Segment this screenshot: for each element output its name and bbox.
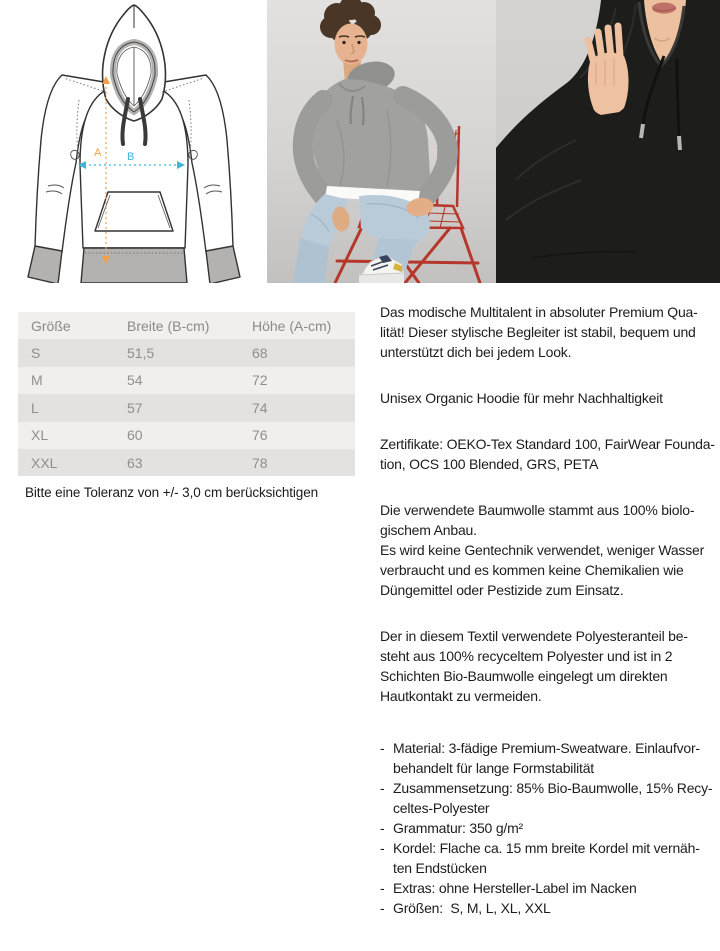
spec-item-text: Zusammensetzung: 85% Bio-Baumwolle, 15% Recy- celtes-Polyester: [393, 780, 713, 816]
spec-item-text: Extras: ohne Hersteller-Label im Nacken: [393, 880, 637, 896]
table-cell-hoehe: 76: [252, 427, 268, 444]
table-cell-size: XL: [31, 427, 49, 444]
photo-male-model-grey-hoodie[interactable]: [267, 0, 496, 283]
spec-item: [380, 778, 718, 818]
hoodie-measurement-diagram[interactable]: [0, 0, 267, 283]
table-cell-breite: 51,5: [127, 345, 155, 362]
table-cell-hoehe: 72: [252, 372, 268, 389]
bullet-dash: -: [380, 820, 385, 836]
description-paragraph: Die verwendete Baumwolle stammt aus 100% biolo- gischem Anbau. Es wird keine Gentechnik verwendet, weniger Wasser verbraucht und es kommen keine Chemikalien wie Düngemittel oder Pestizide zum Einsatz.: [380, 502, 705, 598]
bullet-dash: -: [380, 880, 385, 896]
table-row-s: [18, 339, 355, 366]
female-model-illustration: [496, 0, 720, 283]
spec-item: [380, 878, 718, 898]
spec-item-text: Material: 3-fädige Premium-Sweatware. Einlaufvor- behandelt für lange Formstabilität: [393, 740, 700, 776]
spec-item: [380, 838, 718, 878]
product-gallery: [0, 0, 720, 283]
table-cell-size: XXL: [31, 454, 58, 471]
label-a: A: [94, 147, 102, 159]
product-description: [380, 302, 718, 918]
table-cell-breite: 54: [127, 372, 143, 389]
table-cell-breite: 60: [127, 427, 143, 444]
spec-item: [380, 738, 718, 778]
table-cell-size: M: [31, 372, 43, 389]
bullet-dash: -: [380, 840, 385, 856]
table-row-xxl: [18, 449, 355, 476]
size-table-header-cell: Größe: [31, 317, 71, 334]
description-paragraph: Das modische Multitalent in absoluter Premium Qua- lität! Dieser stylische Begleiter ist stabil, bequem und unterstützt dich bei jedem Look.: [380, 304, 698, 360]
tolerance-note: Bitte eine Toleranz von +/- 3,0 cm berücksichtigen: [25, 485, 319, 500]
table-cell-hoehe: 74: [252, 399, 268, 416]
table-cell-breite: 57: [127, 399, 143, 416]
table-cell-size: S: [31, 345, 41, 362]
description-paragraphs: [380, 302, 718, 706]
size-table: [18, 312, 355, 476]
spec-item-text: Größen: S, M, L, XL, XXL: [393, 900, 551, 916]
spec-item: [380, 818, 718, 838]
spec-item-text: Grammatur: 350 g/m²: [393, 820, 524, 836]
description-paragraph: Zertifikate: OEKO-Tex Standard 100, FairWear Founda- tion, OCS 100 Blended, GRS, PETA: [380, 436, 715, 472]
description-paragraph: Der in diesem Textil verwendete Polyesteranteil be- steht aus 100% recyceltem Polyester und ist in 2 Schichten Bio-Baumwolle eingelegt um direkten Hautkontakt zu vermeiden.: [380, 628, 688, 704]
label-b: B: [127, 151, 135, 163]
table-cell-hoehe: 68: [252, 345, 268, 362]
bullet-dash: -: [380, 740, 385, 756]
size-table-header-cell: Höhe (A-cm): [252, 317, 332, 334]
spec-list: [380, 738, 718, 918]
size-table-body: [18, 339, 355, 476]
spec-item-text: Kordel: Flache ca. 15 mm breite Kordel mit vernäh- ten Endstücken: [393, 840, 700, 876]
bullet-dash: -: [380, 780, 385, 796]
table-cell-hoehe: 78: [252, 454, 268, 471]
table-cell-size: L: [31, 399, 39, 416]
table-cell-breite: 63: [127, 454, 143, 471]
table-row-l: [18, 394, 355, 421]
size-table-header: [18, 312, 355, 339]
male-model-illustration: [267, 0, 496, 283]
description-paragraph: Unisex Organic Hoodie für mehr Nachhaltigkeit: [380, 390, 663, 406]
spec-item: [380, 898, 718, 918]
table-row-xl: [18, 422, 355, 449]
hoodie-diagram-drawing: [0, 0, 267, 283]
size-table-header-cell: Breite (B-cm): [127, 317, 210, 334]
bullet-dash: -: [380, 900, 385, 916]
table-row-m: [18, 367, 355, 394]
photo-female-model-black-hoodie[interactable]: [496, 0, 720, 283]
